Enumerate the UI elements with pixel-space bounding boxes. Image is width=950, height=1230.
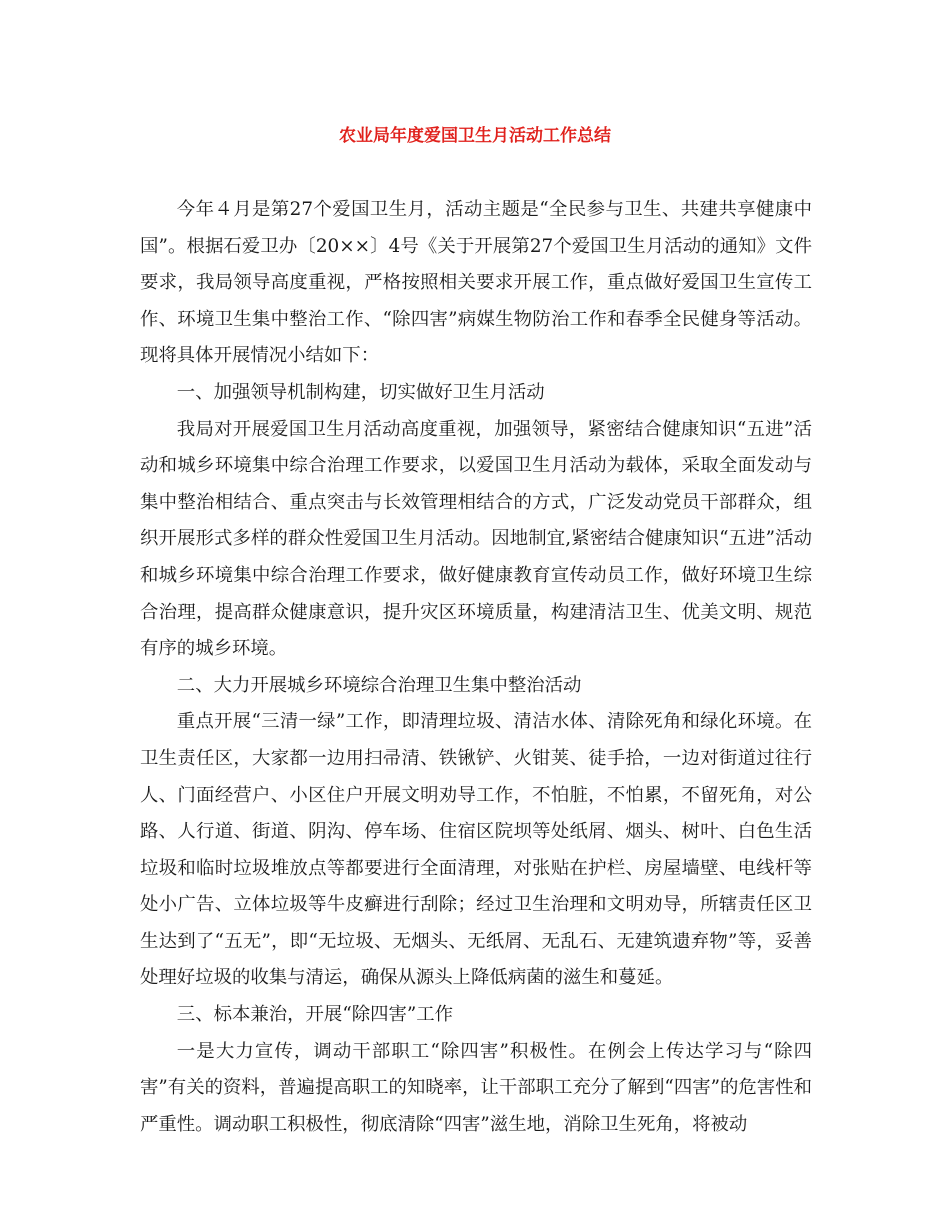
document-body — [140, 192, 812, 1143]
section-2-paragraph: 重点开展“三清一绿”工作，即清理垃圾、清洁水体、清除死角和绿化环境。在卫生责任区，大家都一边用扫帚清、铁锹铲、火钳荚、徒手拾，一边对街道过往行人、门面经营户、小区住户开展文明劝导工作，不怕脏，不怕累，不留死角，对公路、人行道、街道、阴沟、停车场、住宿区院坝等处纸屑、烟头、树叶、白色生活垃圾和临时垃圾堆放点等都要进行全面清理，对张贴在护栏、房屋墙壁、电线杆等处小广告、立体垃圾等牛皮癣进行刮除；经过卫生治理和文明劝导，所辖责任区卫生达到了“五无”，即“无垃圾、无烟头、无纸屑、无乱石、无建筑遗弃物”等，妥善处理好垃圾的收集与清运，确保从源头上降低病菌的滋生和蔓延。 — [140, 711, 812, 989]
section-heading-2: 二、大力开展城乡环境综合治理卫生集中整治活动 — [176, 674, 582, 696]
section-3-paragraph: 一是大力宣传，调动干部职工“除四害”积极性。在例会上传达学习与“除四害”有关的资料，普遍提高职工的知晓率，让干部职工充分了解到“四害”的危害性和严重性。调动职工积极性，彻底清除“四害”滋生地，消除卫生死角，将被动 — [140, 1040, 812, 1135]
section-heading-3: 三、标本兼治，开展“除四害”工作 — [176, 1004, 454, 1026]
section-1-paragraph: 我局对开展爱国卫生月活动高度重视，加强领导，紧密结合健康知识“五进”活动和城乡环境集中综合治理工作要求，以爱国卫生月活动为载体，采取全面发动与集中整治相结合、重点突击与长效管理相结合的方式，广泛发动党员干部群众，组织开展形式多样的群众性爱国卫生月活动。因地制宜,紧密结合健康知识“五进”活动和城乡环境集中综合治理工作要求，做好健康教育宣传动员工作，做好环境卫生综合治理，提高群众健康意识，提升灾区环境质量，构建清洁卫生、优美文明、规范有序的城乡环境。 — [140, 418, 812, 660]
section-heading-1: 一、加强领导机制构建，切实做好卫生月活动 — [176, 381, 545, 403]
document-title: 农业局年度爱国卫生月活动工作总结 — [339, 126, 611, 146]
intro-paragraph: 今年４月是第27个爱国卫生月，活动主题是“全民参与卫生、共建共享健康中国”。根据石爱卫办〔20××〕4号《关于开展第27个爱国卫生月活动的通知》文件要求，我局领导高度重视，严格按照相关要求开展工作，重点做好爱国卫生宣传工作、环境卫生集中整治工作、“除四害”病媒生物防治工作和春季全民健身等活动。现将具体开展情况小结如下： — [140, 199, 812, 367]
